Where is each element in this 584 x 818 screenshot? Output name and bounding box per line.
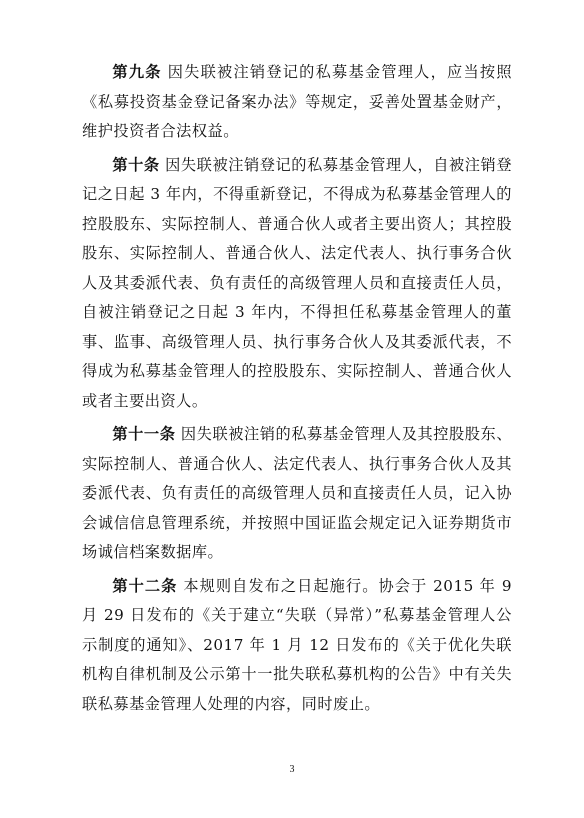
article-body: 因失联被注销登记的私募基金管理人，自被注销登记之日起 3 年内，不得重新登记，不得成为私募基金管理人的控股股东、实际控制人、普通合伙人或者主要出资人；其控股股东、实际控制人、普通合伙人、法定代表人、执行事务合伙人及其委派代表、负有责任的高级管理人员和直接责任人员，自被注销登记之日起 3 年内，不得担任私募基金管理人的董事、监事、高级管理人员、执行事务合伙人及其委派代表，不得成为私募基金管理人的控股股东、实际控制人、普通合伙人或者主要出资人。 [82, 155, 513, 410]
page-number: 3 [289, 764, 295, 775]
article-title: 第十条 [112, 155, 160, 174]
article-body: 因失联被注销登记的私募基金管理人，应当按照《私募投资基金登记备案办法》等规定，妥善处置基金财产，维护投资者合法权益。 [82, 63, 513, 140]
article-body: 本规则自发布之日起施行。协会于 2015 年 9 月 29 日发布的《关于建立“失联（异常）”私募基金管理人公示制度的通知》、2017 年 1 月 12 日发布的《关于优化失联机构自律机制及公示第十一批失联私募机构的公告》中有关失联私募基金管理人处理的内容，同时废止。 [82, 576, 513, 713]
article-9 [82, 58, 512, 147]
document-body [82, 58, 512, 723]
article-12 [82, 572, 512, 720]
article-title: 第十一条 [112, 425, 176, 443]
article-11 [82, 420, 512, 568]
article-title: 第九条 [112, 63, 162, 81]
article-title: 第十二条 [112, 576, 178, 595]
article-body: 因失联被注销的私募基金管理人及其控股股东、实际控制人、普通合伙人、法定代表人、执行事务合伙人及其委派代表、负有责任的高级管理人员和直接责任人员，记入协会诚信信息管理系统，并按照中国证监会规定记入证券期货市场诚信档案数据库。 [82, 425, 513, 561]
article-10 [82, 151, 512, 417]
